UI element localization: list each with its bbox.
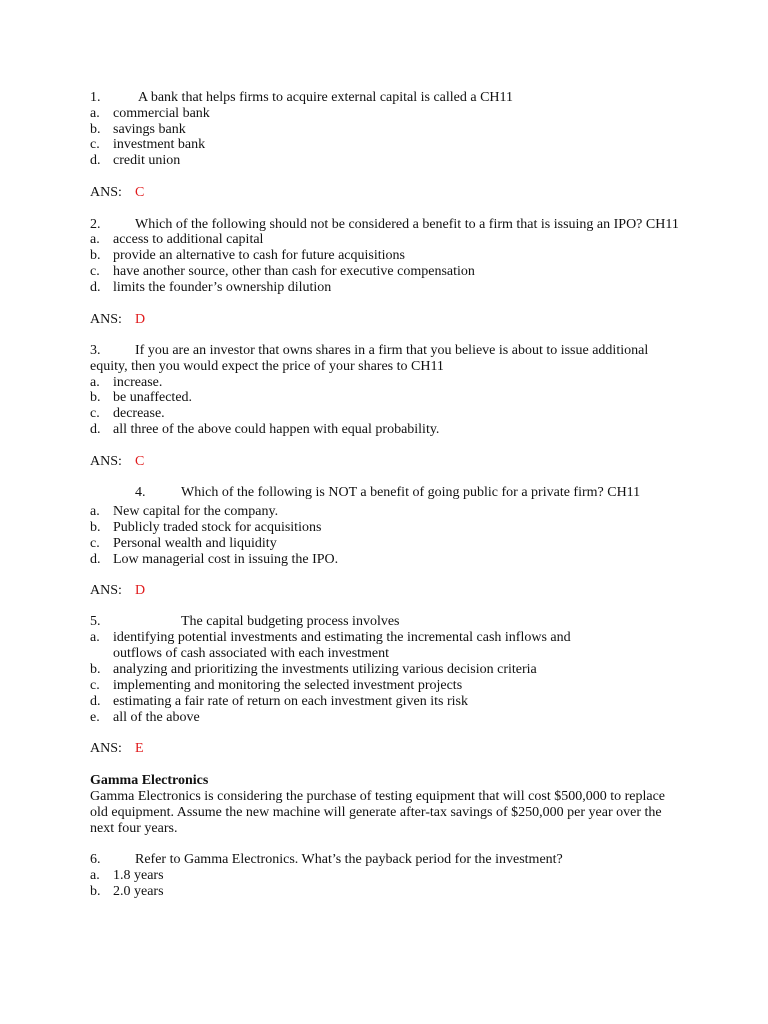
option-text: implementing and monitoring the selected investment projects <box>113 678 463 693</box>
option-letter: c. <box>90 406 100 421</box>
option-text: New capital for the company. <box>113 504 279 519</box>
question-1-number: 1. <box>90 90 101 105</box>
option-text: all of the above <box>113 710 200 725</box>
option-letter: a. <box>90 232 100 247</box>
option-letter: d. <box>90 422 101 437</box>
option-text: analyzing and prioritizing the investments utilizing various decision criteria <box>113 662 537 677</box>
option-text: access to additional capital <box>113 232 264 247</box>
option-letter: d. <box>90 280 101 295</box>
question-1-text: A bank that helps firms to acquire external capital is called a CH11 <box>138 90 514 105</box>
question-2-text: Which of the following should not be considered a benefit to a firm that is issuing an IPO? CH11 <box>135 217 679 232</box>
question-4-number: 4. <box>135 485 146 500</box>
option-text: credit union <box>113 153 181 168</box>
case-text-line: Gamma Electronics is considering the purchase of testing equipment that will cost $500,000 to replace <box>90 789 666 804</box>
option-letter: a. <box>90 375 100 390</box>
option-letter: d. <box>90 694 101 709</box>
answer-label: ANS: <box>90 312 122 327</box>
question-6-text: Refer to Gamma Electronics. What’s the payback period for the investment? <box>135 852 563 867</box>
case-text-line: old equipment. Assume the new machine will generate after-tax savings of $250,000 per year over the <box>90 805 662 820</box>
option-text: Low managerial cost in issuing the IPO. <box>113 552 339 567</box>
option-text: decrease. <box>113 406 165 421</box>
option-letter: b. <box>90 662 101 677</box>
question-6-number: 6. <box>90 852 101 867</box>
question-4-text: Which of the following is NOT a benefit of going public for a private firm? CH11 <box>181 485 641 500</box>
option-letter: b. <box>90 248 101 263</box>
option-letter: c. <box>90 137 100 152</box>
question-5-number: 5. <box>90 614 101 629</box>
answer-label: ANS: <box>90 185 122 200</box>
case-title: Gamma Electronics <box>90 773 209 788</box>
option-letter: d. <box>90 552 101 567</box>
option-letter: a. <box>90 630 100 645</box>
option-letter: c. <box>90 264 100 279</box>
option-text: 2.0 years <box>113 884 164 899</box>
option-text: identifying potential investments and estimating the incremental cash inflows and <box>113 630 571 645</box>
question-3-text-line1: If you are an investor that owns shares in a firm that you believe is about to issue additional <box>135 343 649 358</box>
option-text: commercial bank <box>113 106 210 121</box>
option-letter: b. <box>90 122 101 137</box>
option-letter: c. <box>90 536 100 551</box>
answer-value: C <box>135 454 145 469</box>
option-letter: d. <box>90 153 101 168</box>
option-text: increase. <box>113 375 163 390</box>
option-text: have another source, other than cash for executive compensation <box>113 264 475 279</box>
option-letter: a. <box>90 868 100 883</box>
question-5-text: The capital budgeting process involves <box>181 614 400 629</box>
option-text: Publicly traded stock for acquisitions <box>113 520 322 535</box>
question-2-number: 2. <box>90 217 101 232</box>
option-text: savings bank <box>113 122 186 137</box>
answer-value: D <box>135 583 146 598</box>
option-text: be unaffected. <box>113 390 193 405</box>
case-text-line: next four years. <box>90 821 178 836</box>
option-letter: e. <box>90 710 100 725</box>
option-text: Personal wealth and liquidity <box>113 536 277 551</box>
answer-label: ANS: <box>90 454 122 469</box>
answer-label: ANS: <box>90 583 122 598</box>
answer-value: D <box>135 312 146 327</box>
option-text: estimating a fair rate of return on each investment given its risk <box>113 694 468 709</box>
option-letter: b. <box>90 884 101 899</box>
answer-label: ANS: <box>90 741 122 756</box>
option-text: investment bank <box>113 137 206 152</box>
option-letter: b. <box>90 390 101 405</box>
option-letter: c. <box>90 678 100 693</box>
option-text: 1.8 years <box>113 868 164 883</box>
option-letter: a. <box>90 106 100 121</box>
option-letter: b. <box>90 520 101 535</box>
answer-value: C <box>135 185 145 200</box>
option-text-continued: outflows of cash associated with each investment <box>113 646 390 661</box>
option-text: provide an alternative to cash for future acquisitions <box>113 248 405 263</box>
question-3-text-line2: equity, then you would expect the price of your shares to CH11 <box>90 359 444 374</box>
option-text: all three of the above could happen with equal probability. <box>113 422 440 437</box>
answer-value: E <box>135 741 144 756</box>
question-3-number: 3. <box>90 343 101 358</box>
option-letter: a. <box>90 504 100 519</box>
option-text: limits the founder’s ownership dilution <box>113 280 332 295</box>
